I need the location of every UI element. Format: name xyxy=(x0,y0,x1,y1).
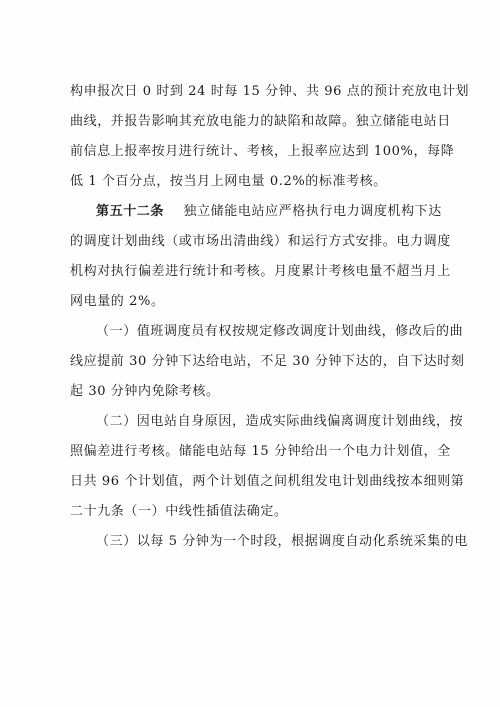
clause-1-line: 线应提前 30 分钟下达给电站，不足 30 分钟下达的，自下达时刻 xyxy=(70,354,465,369)
article-first-line xyxy=(96,204,442,220)
paragraph-line: 前信息上报率按月进行统计、考核，上报率应达到 100%，每降 xyxy=(70,144,455,159)
paragraph-line: 曲线，并报告影响其充放电能力的缺陷和故障。独立储能电站日 xyxy=(70,114,451,129)
clause-2-line: （二）因电站自身原因，造成实际曲线偏离调度计划曲线，按 xyxy=(96,414,464,429)
paragraph-line: 构申报次日 0 时到 24 时每 15 分钟、共 96 点的预计充放电计划 xyxy=(70,84,470,99)
clause-1-line: 起 30 分钟内免除考核。 xyxy=(70,384,220,399)
clause-1-line: （一）值班调度员有权按规定修改调度计划曲线，修改后的曲 xyxy=(96,324,464,339)
clause-2-line: 二十九条（一）中线性插值法确定。 xyxy=(70,504,288,519)
clause-2-line: 日共 96 个计划值，两个计划值之间机组发电计划曲线按本细则第 xyxy=(70,474,465,489)
paragraph-line: 低 1 个百分点，按当月上网电量 0.2%的标准考核。 xyxy=(70,174,387,189)
article-first-line-text: 独立储能电站应严格执行电力调度机构下达 xyxy=(183,204,442,219)
paragraph-line: 网电量的 2%。 xyxy=(70,294,165,309)
paragraph-line: 的调度计划曲线（或市场出清曲线）和运行方式安排。电力调度 xyxy=(70,234,451,249)
clause-3-line: （三）以每 5 分钟为一个时段，根据调度自动化系统采集的电 xyxy=(96,534,468,549)
clause-2-line: 照偏差进行考核。储能电站每 15 分钟给出一个电力计划值，全 xyxy=(70,444,451,459)
article-heading: 第五十二条 xyxy=(96,204,165,219)
paragraph-line: 机构对执行偏差进行统计和考核。月度累计考核电量不超当月上 xyxy=(70,264,451,279)
